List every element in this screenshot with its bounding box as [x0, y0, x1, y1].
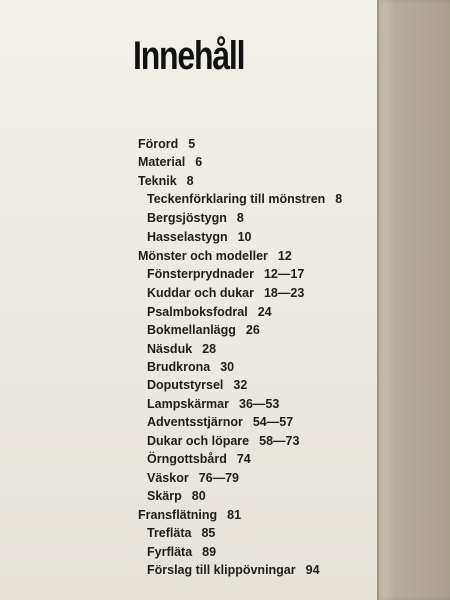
toc-entry-label: Teckenförklaring till mönstren	[147, 192, 326, 206]
toc-entry-page: 81	[227, 508, 242, 522]
toc-entry-page: 6	[195, 155, 203, 169]
adjacent-page-edge	[377, 0, 450, 600]
toc-entry	[147, 563, 320, 577]
toc-entry	[147, 230, 252, 244]
toc-entry	[138, 155, 202, 169]
toc-entry	[147, 452, 251, 466]
toc-entry-label: Fransflätning	[138, 508, 218, 522]
toc-entry-page: 85	[201, 526, 216, 540]
toc-entry	[147, 342, 216, 356]
toc-entry-page: 94	[305, 563, 320, 577]
toc-entry-label: Dukar och löpare	[147, 434, 250, 448]
toc-entry-page: 12	[277, 249, 292, 263]
toc-entry	[147, 434, 299, 448]
toc-entry-page: 8	[186, 174, 194, 188]
toc-entry	[147, 471, 239, 485]
toc-entry-page: 12—17	[263, 267, 305, 281]
toc-entry-page: 8	[236, 211, 244, 225]
toc-entry	[147, 378, 247, 392]
toc-entry-page: 30	[220, 360, 235, 374]
toc-entry-label: Skärp	[147, 489, 182, 503]
toc-entry-label: Bergsjöstygn	[147, 211, 227, 225]
toc-entry-label: Mönster och modeller	[138, 249, 268, 263]
toc-entry-page: 54—57	[252, 415, 294, 429]
toc-entry	[147, 360, 234, 374]
toc-entry	[147, 526, 215, 540]
toc-entry-page: 5	[188, 137, 196, 151]
toc-entry-label: Lampskärmar	[147, 397, 229, 411]
toc-entry-label: Näsduk	[147, 342, 193, 356]
toc-entry	[147, 286, 304, 300]
toc-entry-page: 10	[237, 230, 252, 244]
toc-entry-page: 76—79	[198, 471, 240, 485]
toc-entry	[147, 267, 304, 281]
toc-entry	[147, 489, 206, 503]
toc-entry-label: Förslag till klippövningar	[147, 563, 296, 577]
toc-entry-label: Väskor	[147, 471, 189, 485]
toc-entry-page: 32	[233, 378, 248, 392]
toc-entry-page: 36—53	[239, 397, 280, 411]
toc-entry-label: Material	[138, 155, 186, 169]
toc-entry-label: Psalmboksfodral	[147, 305, 248, 319]
toc-entry	[147, 415, 293, 429]
toc-entry-label: Bokmellanlägg	[147, 323, 236, 337]
toc-entry-label: Fyrfläta	[147, 545, 193, 559]
toc-entry-page: 89	[202, 545, 217, 559]
toc-entry	[138, 137, 195, 151]
toc-entry-page: 24	[257, 305, 272, 319]
toc-entry-page: 8	[335, 192, 343, 206]
toc-entry-page: 58—73	[259, 434, 300, 448]
toc-entry	[138, 249, 292, 263]
toc-entry-label: Doputstyrsel	[147, 378, 224, 392]
toc-entry-label: Hasselastygn	[147, 230, 228, 244]
toc-entry-label: Förord	[138, 137, 179, 151]
toc-entry	[147, 192, 342, 206]
toc-entry	[138, 174, 194, 188]
toc-entry-page: 18—23	[263, 286, 305, 300]
toc-entry-page: 80	[191, 489, 206, 503]
toc-entry-label: Örngottsbård	[147, 452, 227, 466]
toc-entry	[147, 323, 260, 337]
toc-entry-label: Teknik	[138, 174, 177, 188]
toc-entry-page: 74	[236, 452, 251, 466]
toc-entry-label: Trefläta	[147, 526, 192, 540]
toc-entry	[147, 545, 216, 559]
toc-entry-label: Kuddar och dukar	[147, 286, 254, 300]
toc-entry-label: Brudkrona	[147, 360, 211, 374]
toc-entry	[138, 508, 241, 522]
toc-entry-page: 28	[202, 342, 217, 356]
toc-entry-page: 26	[245, 323, 260, 337]
toc-entry	[147, 305, 272, 319]
toc-entry-label: Fönsterprydnader	[147, 267, 254, 281]
toc-entry	[147, 397, 279, 411]
toc-entry	[147, 211, 244, 225]
toc-entry-label: Adventsstjärnor	[147, 415, 243, 429]
page-title: Innehåll	[133, 34, 245, 78]
